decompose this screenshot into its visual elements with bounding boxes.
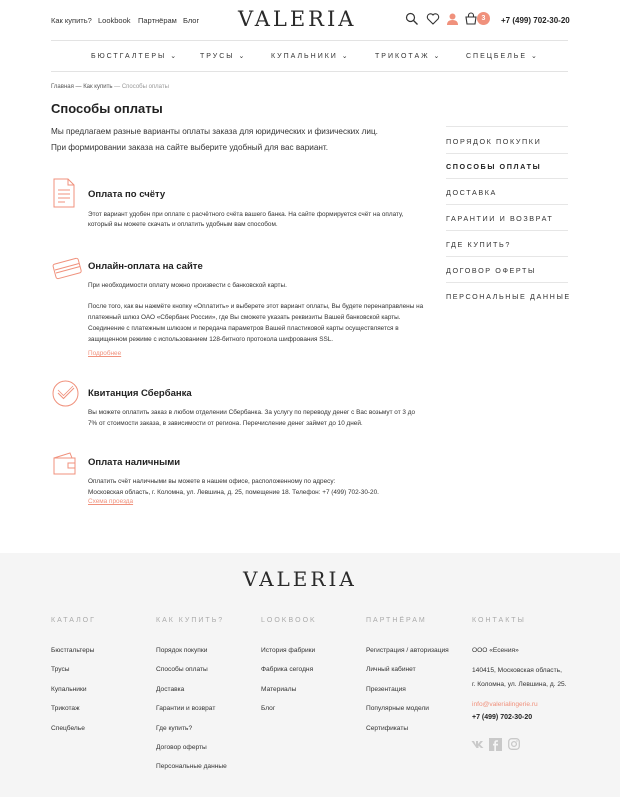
- sidebar-item-payment[interactable]: СПОСОБЫ ОПЛАТЫ: [446, 162, 542, 171]
- footer-link[interactable]: Бюстгальтеры: [51, 647, 95, 654]
- sidebar-item-offer[interactable]: ДОГОВОР ОФЕРТЫ: [446, 266, 536, 275]
- footer-link[interactable]: Фабрика сегодня: [261, 666, 314, 673]
- footer-address: 140415, Московская область,: [472, 667, 562, 674]
- footer-link[interactable]: Материалы: [261, 686, 297, 693]
- footer-link[interactable]: Персональные данные: [156, 763, 227, 770]
- breadcrumb: Главная — Как купить — Способы оплаты: [51, 84, 169, 90]
- method-text: защищенном режиме с использованием 128-битного протокола шифрования SSL.: [88, 336, 334, 343]
- invoice-icon: [51, 177, 77, 209]
- cart-count-badge: 3: [477, 12, 490, 25]
- footer-link[interactable]: История фабрики: [261, 647, 316, 654]
- footer-link[interactable]: Презентация: [366, 686, 406, 693]
- footer-heading: LOOKBOOK: [261, 617, 317, 624]
- footer-phone[interactable]: +7 (499) 702-30-20: [472, 714, 533, 721]
- method-title: Оплата наличными: [88, 457, 181, 468]
- method-title: Оплата по счёту: [88, 189, 166, 200]
- method-text: Соединение с платежным шлюзом и передача параметров Вашей пластиковой карты осуществляется в: [88, 325, 399, 332]
- footer-link[interactable]: Личный кабинет: [366, 666, 416, 673]
- footer-link[interactable]: Доставка: [156, 686, 185, 693]
- wallet-icon: [51, 451, 79, 477]
- credit-card-icon: [51, 255, 83, 281]
- footer-heading: КАК КУПИТЬ?: [156, 617, 225, 624]
- footer-link[interactable]: Порядок покупки: [156, 647, 208, 654]
- intro-line: При формировании заказа на сайте выберите удобный для вас вариант.: [51, 143, 329, 152]
- breadcrumb-how-to-buy[interactable]: Как купить: [83, 84, 113, 90]
- footer-heading: КОНТАКТЫ: [472, 617, 526, 624]
- footer-link[interactable]: Способы оплаты: [156, 666, 208, 673]
- nav-partners[interactable]: Партнёрам: [138, 16, 177, 25]
- footer-link[interactable]: Трикотаж: [51, 705, 80, 712]
- method-text: платежный шлюз ОАО «Сбербанк России», где Вы сможете указать реквизиты Вашей банковской карты.: [88, 314, 401, 321]
- catalog-nav-panties[interactable]: ТРУСЫ ⌄: [200, 53, 247, 60]
- footer-link[interactable]: Популярные модели: [366, 705, 429, 712]
- breadcrumb-current: Способы оплаты: [121, 84, 169, 90]
- footer-address: г. Коломна, ул. Левшина, д. 25.: [472, 681, 567, 688]
- divider: [51, 40, 568, 41]
- footer-heading: КАТАЛОГ: [51, 617, 96, 624]
- heart-icon[interactable]: [426, 12, 440, 26]
- method-text: Московская область, г. Коломна, ул. Левшина, д. 25, помещение 18. Телефон: +7 (499) 702-30-20.: [88, 489, 379, 496]
- method-title: Онлайн-оплата на сайте: [88, 261, 203, 272]
- catalog-nav-bras[interactable]: БЮСТГАЛТЕРЫ ⌄: [91, 53, 179, 60]
- sidebar-item-order[interactable]: ПОРЯДОК ПОКУПКИ: [446, 137, 542, 146]
- sidebar-item-where-to-buy[interactable]: ГДЕ КУПИТЬ?: [446, 240, 511, 249]
- user-icon[interactable]: [446, 12, 459, 26]
- method-text: который вы можете скачать и оплатить удобным вам способом.: [88, 221, 278, 228]
- nav-lookbook[interactable]: Lookbook: [98, 16, 131, 25]
- footer-link[interactable]: Гарантии и возврат: [156, 705, 216, 712]
- method-text: Этот вариант удобен при оплате с расчётного счёта вашего банка. На сайте формируется счёт на оплату,: [88, 211, 404, 218]
- page-title: Способы оплаты: [51, 101, 163, 116]
- check-circle-icon: [51, 379, 80, 408]
- method-text: Оплатить счёт наличными вы можете в нашем офисе, расположенному по адресу:: [88, 478, 336, 485]
- nav-how-to-buy[interactable]: Как купить?: [51, 16, 92, 25]
- method-text: При необходимости оплату можно произвести с банковской карты.: [88, 282, 287, 289]
- search-icon[interactable]: [405, 12, 419, 26]
- footer-link[interactable]: Спецбелье: [51, 725, 85, 732]
- footer-link[interactable]: Где купить?: [156, 725, 193, 732]
- nav-blog[interactable]: Блог: [183, 16, 200, 25]
- method-text: 7% от стоимости заказа, в зависимости от региона. Перечисление денег займет до 10 дней.: [88, 420, 363, 427]
- breadcrumb-home[interactable]: Главная: [51, 84, 74, 90]
- footer-logo[interactable]: VALERIA: [243, 567, 357, 591]
- sidebar-item-personal-data[interactable]: ПЕРСОНАЛЬНЫЕ ДАННЫЕ: [446, 292, 571, 301]
- footer-link[interactable]: Трусы: [51, 666, 70, 673]
- footer-email[interactable]: info@valerialingerie.ru: [472, 701, 538, 708]
- footer-link[interactable]: Договор оферты: [156, 744, 207, 751]
- footer-company: ООО «Есения»: [472, 647, 519, 654]
- header-phone[interactable]: +7 (499) 702-30-20: [501, 16, 570, 25]
- instagram-icon[interactable]: [508, 738, 520, 750]
- footer-link[interactable]: Регистрация / авторизация: [366, 647, 449, 654]
- footer-link[interactable]: Сертификаты: [366, 725, 409, 732]
- method-text: После того, как вы нажмёте кнопку «Оплатить» и выберете этот вариант оплаты, Вы будете перенаправлены на: [88, 303, 424, 310]
- route-map-link[interactable]: Схема проезда: [88, 498, 134, 505]
- method-text: Вы можете оплатить заказ в любом отделении Сбербанка. За услугу по переводу денег с Вас возьмут от 3 до: [88, 409, 416, 416]
- catalog-nav-special[interactable]: СПЕЦБЕЛЬЕ ⌄: [466, 53, 539, 60]
- sidebar-item-delivery[interactable]: ДОСТАВКА: [446, 188, 497, 197]
- catalog-nav-knitwear[interactable]: ТРИКОТАЖ ⌄: [375, 53, 442, 60]
- footer-link[interactable]: Блог: [261, 705, 276, 712]
- method-title: Квитанция Сбербанка: [88, 388, 192, 399]
- divider: [51, 71, 568, 72]
- sidebar-item-guarantee[interactable]: ГАРАНТИИ И ВОЗВРАТ: [446, 214, 554, 223]
- footer-link[interactable]: Купальники: [51, 686, 87, 693]
- logo[interactable]: VALERIA: [238, 7, 357, 31]
- vk-icon[interactable]: [471, 738, 484, 750]
- cart-icon[interactable]: [464, 12, 478, 26]
- intro-line: Мы предлагаем разные варианты оплаты заказа для юридических и физических лиц.: [51, 127, 378, 136]
- facebook-icon[interactable]: [489, 738, 502, 751]
- catalog-nav-swimwear[interactable]: КУПАЛЬНИКИ ⌄: [271, 53, 350, 60]
- footer-heading: ПАРТНЁРАМ: [366, 617, 427, 624]
- more-link[interactable]: Подробнее: [88, 350, 122, 357]
